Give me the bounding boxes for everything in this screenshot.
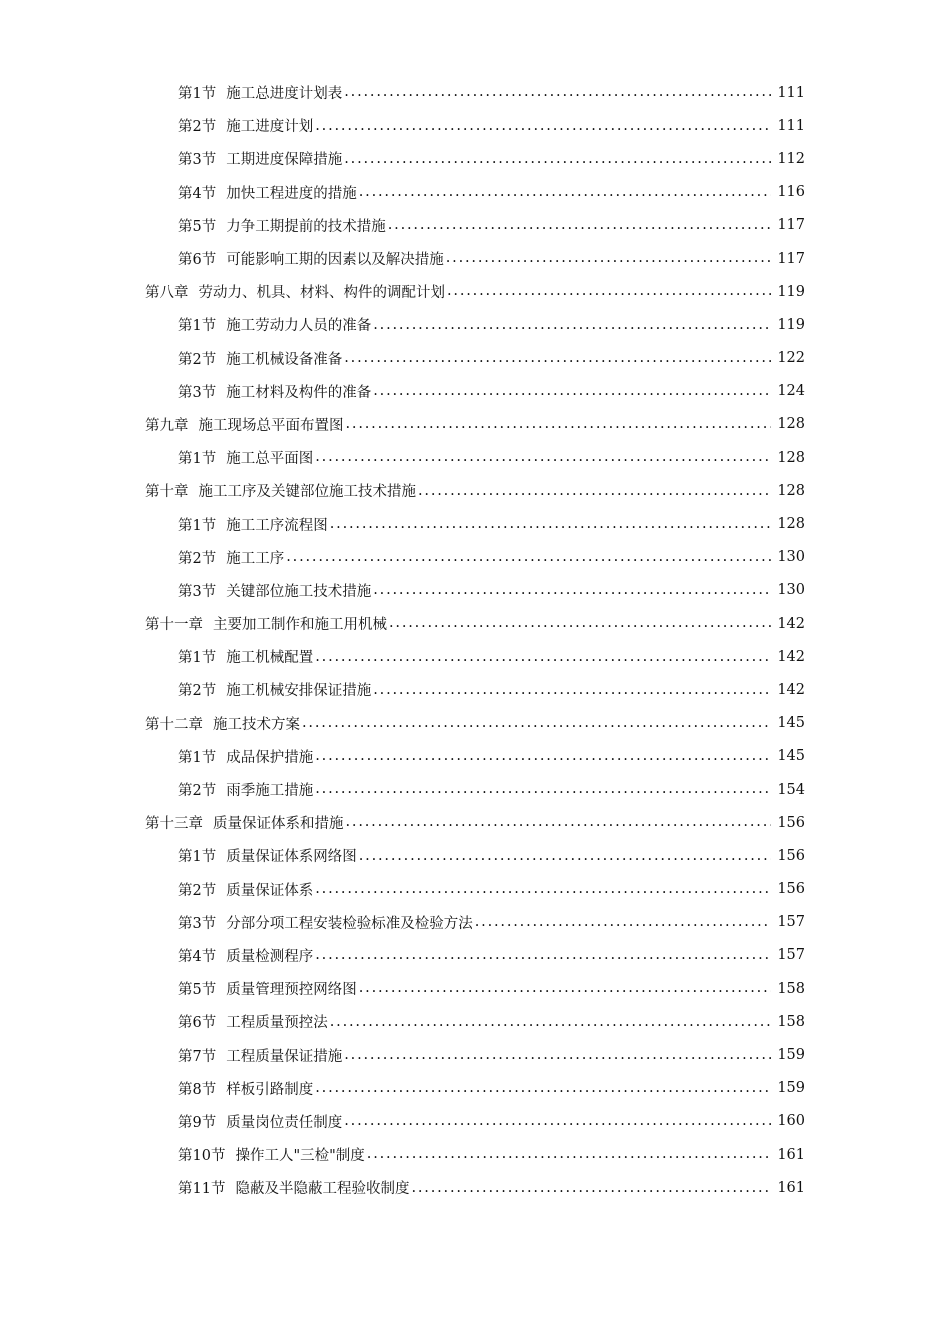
toc-entry-number: 第7节 <box>178 1048 217 1065</box>
toc-entry-page-number: 145 <box>777 715 805 732</box>
toc-entry-page-number: 161 <box>777 1179 805 1196</box>
toc-dot-leader <box>344 1048 771 1063</box>
toc-dot-leader <box>373 384 771 399</box>
toc-entry-page-number: 157 <box>777 914 805 931</box>
toc-dot-leader <box>346 417 772 432</box>
toc-entry-page-number: 142 <box>777 648 805 665</box>
toc-dot-leader <box>315 1081 771 1096</box>
toc-dot-leader <box>367 1147 771 1162</box>
toc-section-entry[interactable] <box>0 1005 950 1038</box>
toc-section-entry[interactable] <box>0 839 950 872</box>
toc-entry-number: 第2节 <box>178 119 217 136</box>
toc-dot-leader <box>315 749 771 764</box>
toc-entry-number: 第3节 <box>178 915 217 932</box>
toc-section-entry[interactable] <box>0 740 950 773</box>
toc-entry-page-number: 159 <box>777 1080 805 1097</box>
toc-dot-leader <box>418 484 771 499</box>
toc-entry-number: 第十三章 <box>145 816 203 833</box>
toc-entry-page-number: 157 <box>777 947 805 964</box>
toc-entry-page-number: 119 <box>777 283 805 300</box>
toc-entry-title: 隐蔽及半隐蔽工程验收制度 <box>235 1181 410 1198</box>
toc-entry-number: 第9节 <box>178 1114 217 1131</box>
toc-section-entry[interactable] <box>0 109 950 142</box>
toc-entry-title: 加快工程进度的措施 <box>226 185 357 202</box>
toc-section-entry[interactable] <box>0 873 950 906</box>
toc-section-entry[interactable] <box>0 76 950 109</box>
toc-entry-title: 施工机械安排保证措施 <box>226 683 372 700</box>
toc-entry-title: 雨季施工措施 <box>226 783 314 800</box>
toc-entry-page-number: 142 <box>777 615 805 632</box>
toc-entry-page-number: 158 <box>777 980 805 997</box>
toc-section-entry[interactable] <box>0 1072 950 1105</box>
toc-entry-title: 力争工期提前的技术措施 <box>226 218 386 235</box>
toc-section-entry[interactable] <box>0 1105 950 1138</box>
toc-section-entry[interactable] <box>0 541 950 574</box>
toc-section-entry[interactable] <box>0 242 950 275</box>
toc-section-entry[interactable] <box>0 342 950 375</box>
toc-section-entry[interactable] <box>0 375 950 408</box>
toc-dot-leader <box>411 1181 771 1196</box>
toc-dot-leader <box>315 650 771 665</box>
toc-entry-page-number: 160 <box>777 1113 805 1130</box>
toc-entry-title: 施工工序及关键部位施工技术措施 <box>198 484 416 501</box>
toc-entry-number: 第11节 <box>178 1181 226 1198</box>
toc-entry-number: 第5节 <box>178 982 217 999</box>
toc-entry-number: 第6节 <box>178 1015 217 1032</box>
toc-dot-leader <box>475 915 771 930</box>
toc-entry-number: 第3节 <box>178 384 217 401</box>
toc-entry-number: 第九章 <box>145 417 189 434</box>
toc-entry-number: 第6节 <box>178 252 217 269</box>
toc-entry-number: 第十章 <box>145 484 189 501</box>
toc-dot-leader <box>344 85 771 100</box>
toc-dot-leader <box>315 948 771 963</box>
toc-section-entry[interactable] <box>0 142 950 175</box>
toc-section-entry[interactable] <box>0 209 950 242</box>
toc-entry-number: 第1节 <box>178 451 217 468</box>
toc-chapter-entry[interactable] <box>0 408 950 441</box>
toc-section-entry[interactable] <box>0 939 950 972</box>
toc-dot-leader <box>373 683 771 698</box>
toc-entry-number: 第1节 <box>178 749 217 766</box>
toc-entry-title: 关键部位施工技术措施 <box>226 583 372 600</box>
toc-entry-title: 施工总进度计划表 <box>226 86 343 103</box>
toc-entry-number: 第2节 <box>178 351 217 368</box>
toc-entry-number: 第八章 <box>145 285 189 302</box>
toc-section-entry[interactable] <box>0 441 950 474</box>
toc-entry-title: 施工进度计划 <box>226 119 314 136</box>
toc-entry-page-number: 128 <box>777 416 805 433</box>
toc-entry-title: 操作工人"三检"制度 <box>235 1148 365 1165</box>
toc-entry-number: 第4节 <box>178 185 217 202</box>
toc-entry-page-number: 117 <box>777 217 805 234</box>
toc-entry-title: 施工工序流程图 <box>226 517 328 534</box>
toc-entry-number: 第2节 <box>178 683 217 700</box>
toc-entry-title: 主要加工制作和施工用机械 <box>213 617 387 634</box>
toc-entry-number: 第2节 <box>178 550 217 567</box>
toc-entry-page-number: 156 <box>777 847 805 864</box>
toc-entry-title: 施工劳动力人员的准备 <box>226 318 372 335</box>
toc-section-entry[interactable] <box>0 673 950 706</box>
toc-dot-leader <box>389 616 771 631</box>
toc-entry-page-number: 156 <box>777 814 805 831</box>
toc-entry-number: 第1节 <box>178 849 217 866</box>
toc-entry-number: 第10节 <box>178 1148 226 1165</box>
toc-section-entry[interactable] <box>0 1171 950 1204</box>
toc-dot-leader <box>373 583 771 598</box>
toc-dot-leader <box>330 1015 771 1030</box>
toc-entry-page-number: 116 <box>777 184 805 201</box>
toc-entry-number: 第4节 <box>178 948 217 965</box>
toc-entry-page-number: 142 <box>777 681 805 698</box>
toc-dot-leader <box>315 119 771 134</box>
toc-entry-page-number: 111 <box>777 117 805 134</box>
toc-entry-page-number: 130 <box>777 582 805 599</box>
toc-entry-number: 第5节 <box>178 218 217 235</box>
toc-dot-leader <box>373 318 771 333</box>
toc-section-entry[interactable] <box>0 308 950 341</box>
toc-dot-leader <box>344 351 771 366</box>
toc-dot-leader <box>286 550 771 565</box>
toc-entry-page-number: 156 <box>777 881 805 898</box>
toc-entry-title: 质量保证体系 <box>226 882 314 899</box>
toc-entry-title: 成品保护措施 <box>226 749 314 766</box>
toc-section-entry[interactable] <box>0 1138 950 1171</box>
toc-entry-page-number: 122 <box>777 350 805 367</box>
toc-dot-leader <box>359 981 771 996</box>
toc-section-entry[interactable] <box>0 906 950 939</box>
toc-entry-title: 质量保证体系网络图 <box>226 849 357 866</box>
toc-entry-page-number: 161 <box>777 1146 805 1163</box>
toc-entry-number: 第1节 <box>178 517 217 534</box>
toc-entry-title: 施工机械配置 <box>226 650 314 667</box>
toc-dot-leader <box>315 450 771 465</box>
toc-dot-leader <box>359 185 771 200</box>
toc-entry-title: 工程质量预控法 <box>226 1015 328 1032</box>
toc-entry-title: 施工工序 <box>226 550 285 567</box>
toc-dot-leader <box>447 284 771 299</box>
toc-entry-title: 施工技术方案 <box>213 716 300 733</box>
toc-entry-page-number: 128 <box>777 516 805 533</box>
toc-entry-title: 质量岗位责任制度 <box>226 1114 343 1131</box>
toc-dot-leader <box>446 251 771 266</box>
toc-entry-number: 第2节 <box>178 783 217 800</box>
toc-entry-page-number: 124 <box>777 383 805 400</box>
toc-entry-number: 第1节 <box>178 318 217 335</box>
toc-entry-title: 施工总平面图 <box>226 451 314 468</box>
toc-chapter-entry[interactable] <box>0 607 950 640</box>
toc-entry-title: 工程质量保证措施 <box>226 1048 343 1065</box>
toc-entry-page-number: 130 <box>777 549 805 566</box>
toc-entry-page-number: 128 <box>777 449 805 466</box>
toc-dot-leader <box>388 218 771 233</box>
table-of-contents <box>0 76 950 1204</box>
toc-dot-leader <box>359 849 771 864</box>
toc-entry-number: 第3节 <box>178 152 217 169</box>
toc-entry-page-number: 128 <box>777 482 805 499</box>
toc-section-entry[interactable] <box>0 176 950 209</box>
toc-section-entry[interactable] <box>0 574 950 607</box>
toc-dot-leader <box>330 517 771 532</box>
toc-entry-page-number: 111 <box>777 84 805 101</box>
toc-entry-title: 质量保证体系和措施 <box>213 816 344 833</box>
toc-section-entry[interactable] <box>0 640 950 673</box>
toc-entry-page-number: 154 <box>777 781 805 798</box>
toc-entry-number: 第1节 <box>178 86 217 103</box>
toc-entry-title: 质量管理预控网络图 <box>226 982 357 999</box>
toc-dot-leader <box>344 1114 771 1129</box>
toc-chapter-entry[interactable] <box>0 275 950 308</box>
toc-entry-title: 劳动力、机具、材料、构件的调配计划 <box>198 285 445 302</box>
toc-entry-title: 施工现场总平面布置图 <box>198 417 344 434</box>
toc-entry-title: 样板引路制度 <box>226 1081 314 1098</box>
toc-entry-page-number: 119 <box>777 316 805 333</box>
toc-dot-leader <box>344 152 771 167</box>
toc-entry-number: 第十一章 <box>145 617 203 634</box>
toc-entry-number: 第3节 <box>178 583 217 600</box>
toc-entry-title: 施工材料及构件的准备 <box>226 384 372 401</box>
toc-dot-leader <box>315 882 771 897</box>
toc-entry-page-number: 112 <box>777 150 805 167</box>
toc-section-entry[interactable] <box>0 972 950 1005</box>
toc-section-entry[interactable] <box>0 1038 950 1071</box>
toc-dot-leader <box>315 782 771 797</box>
toc-entry-page-number: 117 <box>777 250 805 267</box>
toc-entry-page-number: 159 <box>777 1047 805 1064</box>
toc-section-entry[interactable] <box>0 507 950 540</box>
toc-chapter-entry[interactable] <box>0 707 950 740</box>
toc-entry-title: 工期进度保障措施 <box>226 152 343 169</box>
toc-entry-number: 第1节 <box>178 650 217 667</box>
toc-chapter-entry[interactable] <box>0 474 950 507</box>
toc-entry-title: 分部分项工程安装检验标准及检验方法 <box>226 915 473 932</box>
toc-dot-leader <box>302 716 771 731</box>
toc-entry-number: 第十二章 <box>145 716 203 733</box>
toc-entry-title: 施工机械设备准备 <box>226 351 343 368</box>
toc-entry-number: 第8节 <box>178 1081 217 1098</box>
toc-entry-number: 第2节 <box>178 882 217 899</box>
toc-entry-page-number: 158 <box>777 1013 805 1030</box>
toc-chapter-entry[interactable] <box>0 806 950 839</box>
toc-entry-page-number: 145 <box>777 748 805 765</box>
toc-entry-title: 质量检测程序 <box>226 948 314 965</box>
toc-dot-leader <box>346 815 772 830</box>
toc-section-entry[interactable] <box>0 773 950 806</box>
toc-entry-title: 可能影响工期的因素以及解决措施 <box>226 252 444 269</box>
